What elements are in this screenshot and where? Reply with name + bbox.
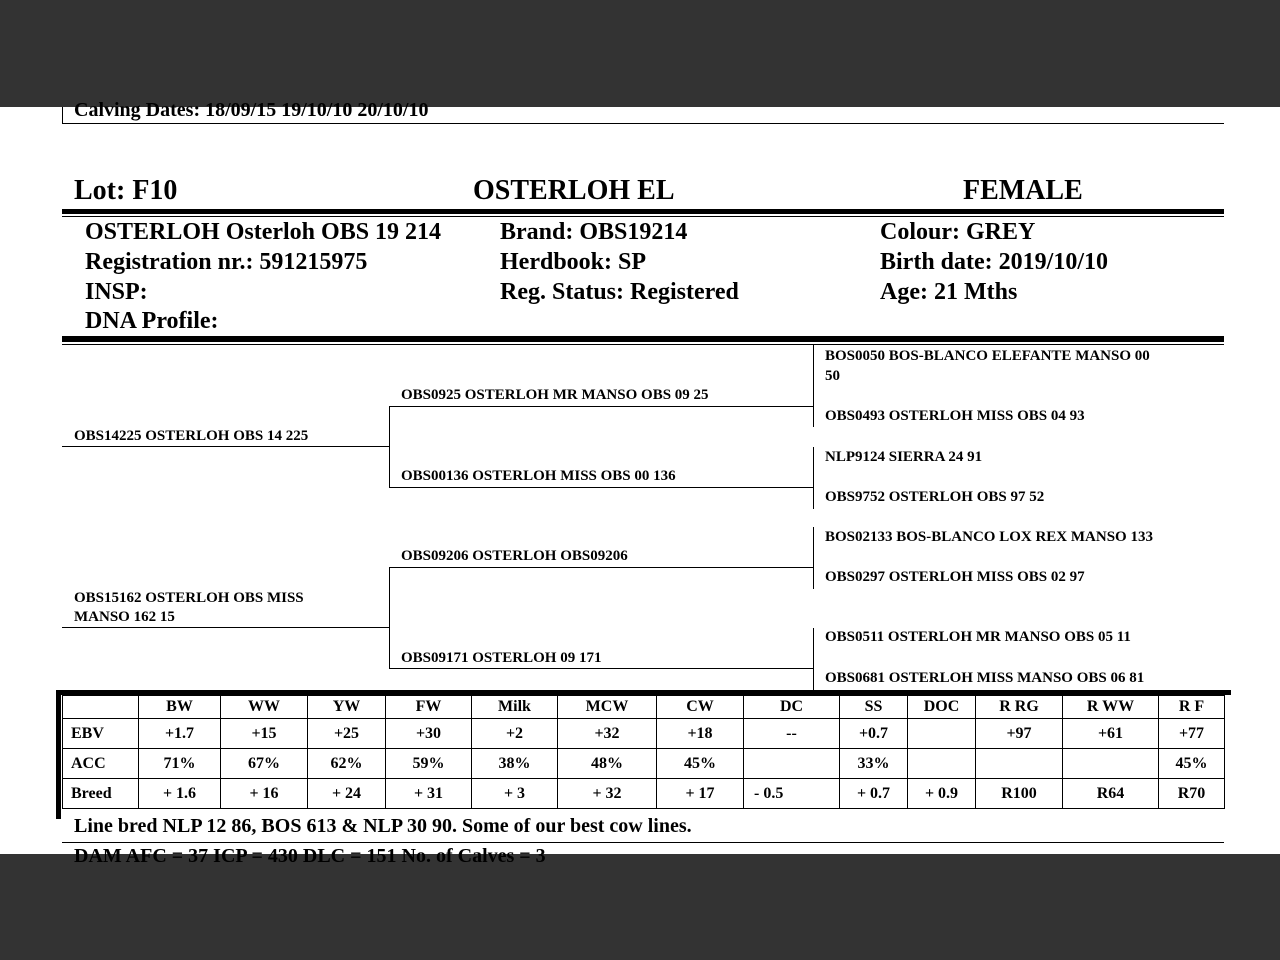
pedigree-ggp-8: OBS0681 OSTERLOH MISS MANSO OBS 06 81	[825, 670, 1145, 686]
pedigree-sire-dam-line	[389, 487, 813, 488]
pedigree-ggp-2: OBS0493 OSTERLOH MISS OBS 04 93	[825, 408, 1085, 424]
ebv-cell: +61	[1063, 719, 1159, 749]
pedigree-sire-line	[62, 446, 389, 447]
ebv-cell: 38%	[472, 749, 558, 779]
ebv-row-acc	[63, 749, 1225, 779]
ebv-cell	[744, 749, 840, 779]
breeding-comment: Line bred NLP 12 86, BOS 613 & NLP 30 90. Some of our best cow lines.	[74, 815, 692, 837]
brand-field: Brand: OBS19214	[500, 219, 688, 245]
pedigree-ggp-1-line1: BOS0050 BOS-BLANCO ELEFANTE MANSO 00	[825, 348, 1150, 364]
ebv-cell: + 31	[386, 779, 472, 809]
reg-status-field: Reg. Status: Registered	[500, 279, 739, 305]
ebv-header-cell: FW	[386, 696, 472, 719]
pedigree-sire-sire: OBS0925 OSTERLOH MR MANSO OBS 09 25	[401, 387, 709, 403]
ebv-cell: +30	[386, 719, 472, 749]
ebv-cell: +2	[472, 719, 558, 749]
pedigree-dam-line1: OBS15162 OSTERLOH OBS MISS	[74, 590, 304, 606]
ebv-row-label: Breed	[63, 779, 139, 809]
ebv-cell	[976, 749, 1063, 779]
ebv-cell: +77	[1159, 719, 1225, 749]
ebv-cell: 33%	[840, 749, 908, 779]
pedigree-dam-sire-line	[389, 567, 813, 568]
pedigree-dam-line	[62, 627, 389, 628]
ebv-cell: R64	[1063, 779, 1159, 809]
ebv-cell: +15	[221, 719, 308, 749]
ebv-cell: +0.7	[840, 719, 908, 749]
header-thick-rule	[62, 209, 1224, 214]
animal-sex: FEMALE	[963, 175, 1083, 206]
ebv-cell: --	[744, 719, 840, 749]
ebv-header-cell: CW	[657, 696, 744, 719]
comment-underline	[62, 842, 1224, 843]
pedigree-sire: OBS14225 OSTERLOH OBS 14 225	[74, 428, 309, 444]
ebv-cell: + 3	[472, 779, 558, 809]
pedigree-ggp-4: OBS9752 OSTERLOH OBS 97 52	[825, 489, 1045, 505]
pedigree-dam-dam-line	[389, 668, 813, 669]
ebv-header-cell	[63, 696, 139, 719]
animal-name: OSTERLOH EL	[473, 175, 675, 206]
ebv-header-cell: MCW	[558, 696, 657, 719]
ebv-row-breed	[63, 779, 1225, 809]
ebv-header-row	[63, 696, 1225, 719]
details-thick-rule	[62, 336, 1224, 342]
age-field: Age: 21 Mths	[880, 279, 1018, 305]
ebv-cell: 67%	[221, 749, 308, 779]
herdbook-field: Herdbook: SP	[500, 249, 647, 275]
animal-full-name: OSTERLOH Osterloh OBS 19 214	[85, 219, 442, 245]
pedigree-dam-sire: OBS09206 OSTERLOH OBS09206	[401, 548, 628, 564]
registration-number: Registration nr.: 591215975	[85, 249, 368, 275]
ebv-cell: + 32	[558, 779, 657, 809]
calving-dates: Calving Dates: 18/09/15 19/10/10 20/10/10	[74, 99, 429, 121]
ebv-header-cell: DC	[744, 696, 840, 719]
ebv-header-cell: YW	[308, 696, 386, 719]
details-thin-rule	[62, 344, 1224, 345]
pedigree-dam-dam: OBS09171 OSTERLOH 09 171	[401, 650, 602, 666]
birth-date-field: Birth date: 2019/10/10	[880, 249, 1108, 275]
ebv-header-cell: SS	[840, 696, 908, 719]
ebv-table	[62, 695, 1225, 809]
pedigree-dam-line2: MANSO 162 15	[74, 609, 175, 625]
ebv-cell: 59%	[386, 749, 472, 779]
ebv-cell: +97	[976, 719, 1063, 749]
pedigree-connector-sd	[813, 447, 814, 509]
header-thin-rule	[62, 216, 1224, 217]
ebv-cell: 45%	[1159, 749, 1225, 779]
ebv-cell: +32	[558, 719, 657, 749]
ebv-header-cell: DOC	[908, 696, 976, 719]
pedigree-sire-sire-line	[389, 406, 813, 407]
pedigree-connector-ds	[813, 527, 814, 589]
ebv-row-label: EBV	[63, 719, 139, 749]
insp-field: INSP:	[85, 279, 148, 305]
ebv-cell: +25	[308, 719, 386, 749]
ebv-cell: 71%	[139, 749, 221, 779]
ebv-cell: + 16	[221, 779, 308, 809]
pedigree-connector-dd	[813, 628, 814, 690]
ebv-cell: - 0.5	[744, 779, 840, 809]
pedigree-connector-ss	[813, 345, 814, 427]
ebv-header-cell: BW	[139, 696, 221, 719]
ebv-row-ebv	[63, 719, 1225, 749]
pedigree-ggp-6: OBS0297 OSTERLOH MISS OBS 02 97	[825, 569, 1085, 585]
dna-profile-field: DNA Profile:	[85, 308, 219, 334]
ebv-cell: 48%	[558, 749, 657, 779]
ebv-header-cell: R WW	[1063, 696, 1159, 719]
ebv-cell: +18	[657, 719, 744, 749]
pedigree-sire-dam: OBS00136 OSTERLOH MISS OBS 00 136	[401, 468, 676, 484]
dam-statistics: DAM AFC = 37 ICP = 430 DLC = 151 No. of Calves = 3	[74, 845, 546, 867]
ebv-cell: + 1.6	[139, 779, 221, 809]
calving-left-border	[62, 107, 63, 124]
ebv-cell: 62%	[308, 749, 386, 779]
ebv-header-cell: R F	[1159, 696, 1225, 719]
ebv-cell: + 17	[657, 779, 744, 809]
pedigree-connector-dam	[389, 567, 390, 669]
ebv-cell	[908, 719, 976, 749]
ebv-cell: R70	[1159, 779, 1225, 809]
ebv-cell: 45%	[657, 749, 744, 779]
ebv-header-cell: R RG	[976, 696, 1063, 719]
ebv-header-cell: Milk	[472, 696, 558, 719]
ebv-cell: R100	[976, 779, 1063, 809]
ebv-cell: + 24	[308, 779, 386, 809]
pedigree-ggp-1-line2: 50	[825, 368, 840, 384]
pedigree-ggp-5: BOS02133 BOS-BLANCO LOX REX MANSO 133	[825, 529, 1153, 545]
pedigree-ggp-7: OBS0511 OSTERLOH MR MANSO OBS 05 11	[825, 629, 1131, 645]
ebv-cell: + 0.9	[908, 779, 976, 809]
catalogue-page	[0, 99, 1280, 867]
lot-number: Lot: F10	[74, 175, 178, 206]
ebv-header-cell: WW	[221, 696, 308, 719]
ebv-cell: + 0.7	[840, 779, 908, 809]
calving-underline	[62, 123, 1224, 124]
ebv-cell: +1.7	[139, 719, 221, 749]
colour-field: Colour: GREY	[880, 219, 1036, 245]
ebv-cell	[908, 749, 976, 779]
pedigree-ggp-3: NLP9124 SIERRA 24 91	[825, 449, 983, 465]
ebv-row-label: ACC	[63, 749, 139, 779]
pedigree-connector-sire	[389, 406, 390, 488]
ebv-cell	[1063, 749, 1159, 779]
